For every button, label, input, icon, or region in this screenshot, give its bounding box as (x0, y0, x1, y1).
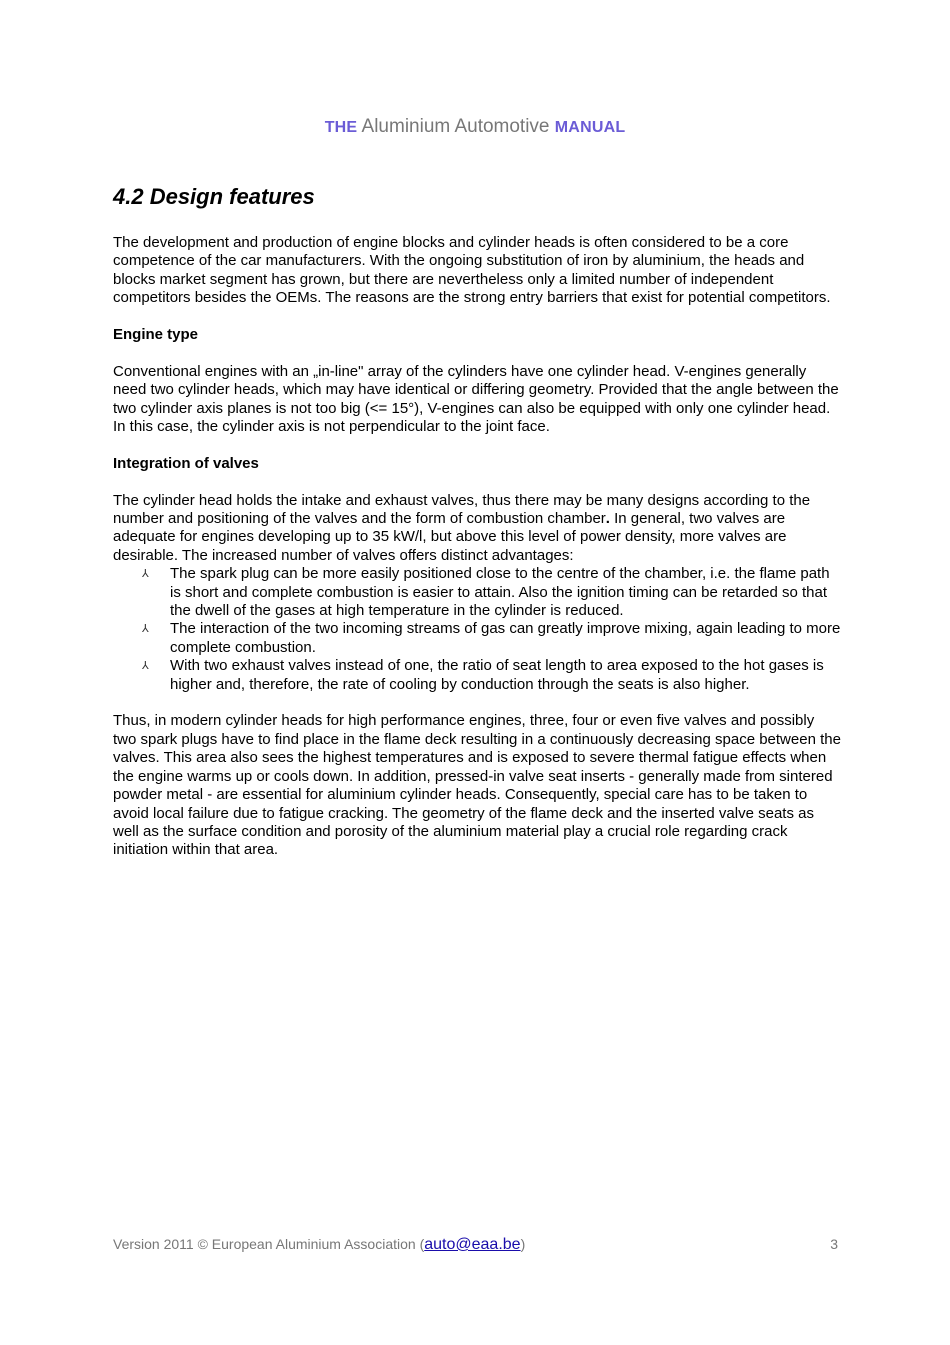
wedge-bullet-icon: ⅄ (142, 568, 149, 581)
wedge-bullet-icon: ⅄ (142, 623, 149, 636)
section-title: 4.2 Design features (113, 184, 315, 209)
valves-heading: Integration of valves (113, 454, 259, 472)
list-item-text: The interaction of the two incoming streams of gas can greatly improve mixing, again leading to more complete combustion. (170, 620, 841, 656)
valves-paragraph (113, 492, 841, 566)
wedge-bullet-icon: ⅄ (142, 660, 149, 673)
header-title: Aluminium Automotive (361, 116, 550, 137)
email-link[interactable]: auto@eaa.be (424, 1236, 521, 1253)
page-number: 3 (830, 1236, 838, 1252)
list-item (113, 657, 841, 694)
list-item (113, 565, 841, 620)
page-footer (113, 1236, 838, 1254)
header-suffix: MANUAL (554, 119, 626, 136)
running-header (0, 116, 950, 138)
list-item (113, 620, 841, 657)
valves-text-b: In general, two valves are adequate for engines developing up to 35 kW/l, but above this level of power density, more valves are desirable. The increased number of valves offers distinct advantages: (113, 510, 787, 564)
footer-prefix: Version 2011 © European Aluminium Association ( (113, 1236, 425, 1252)
page-content (113, 182, 841, 878)
closing-paragraph: Thus, in modern cylinder heads for high performance engines, three, four or even five valves and possibly two spark plugs have to find place in the flame deck resulting in a continuously decreasing space between the valves. This area also sees the highest temperatures and is exposed to severe thermal fatigue effects when the engine warms up or cools down. In addition, pressed-in valve seat inserts - generally made from sintered powder metal - are essential for aluminium cylinder heads. Consequently, special care has to be taken to avoid local failure due to fatigue cracking. The geometry of the flame deck and the inserted valve seats as well as the surface condition and porosity of the aluminium material play a crucial role regarding crack initiation within that area. (113, 712, 841, 859)
engine-type-paragraph: Conventional engines with an „in-line" array of the cylinders have one cylinder head. V-engines generally need two cylinder heads, which may have identical or differing geometry. Provided that the angle between the two cylinder axis planes is not too big (<= 15°), V-engines can also be equipped with only one cylinder head. In this case, the cylinder axis is not perpendicular to the joint face. (113, 362, 839, 436)
list-item-text: With two exhaust valves instead of one, the ratio of seat length to area exposed to the hot gases is higher and, therefore, the rate of cooling by conduction through the seats is also higher. (170, 657, 824, 693)
engine-type-heading: Engine type (113, 326, 199, 344)
intro-paragraph: The development and production of engine blocks and cylinder heads is often considered to be a core competence of the car manufacturers. With the ongoing substitution of iron by aluminium, the heads and blocks market segment has grown, but there are nevertheless only a limited number of independent competitors besides the OEMs. The reasons are the strong entry barriers that exist for potential competitors. (113, 234, 831, 307)
advantages-list (113, 565, 841, 694)
footer-suffix: ) (520, 1236, 526, 1252)
list-item-text: The spark plug can be more easily positioned close to the centre of the chamber, i.e. the flame path is short and complete combustion is easier to attain. Also the ignition timing can be retarded so that the dwell of the gases at high temperature in the cylinder is reduced. (170, 565, 830, 620)
valves-text-dot: . (605, 510, 610, 528)
valves-text-a: The cylinder head holds the intake and exhaust valves, thus there may be many designs according to the number and positioning of the valves and the form of combustion chamber (113, 491, 811, 528)
header-prefix: THE (324, 119, 358, 136)
